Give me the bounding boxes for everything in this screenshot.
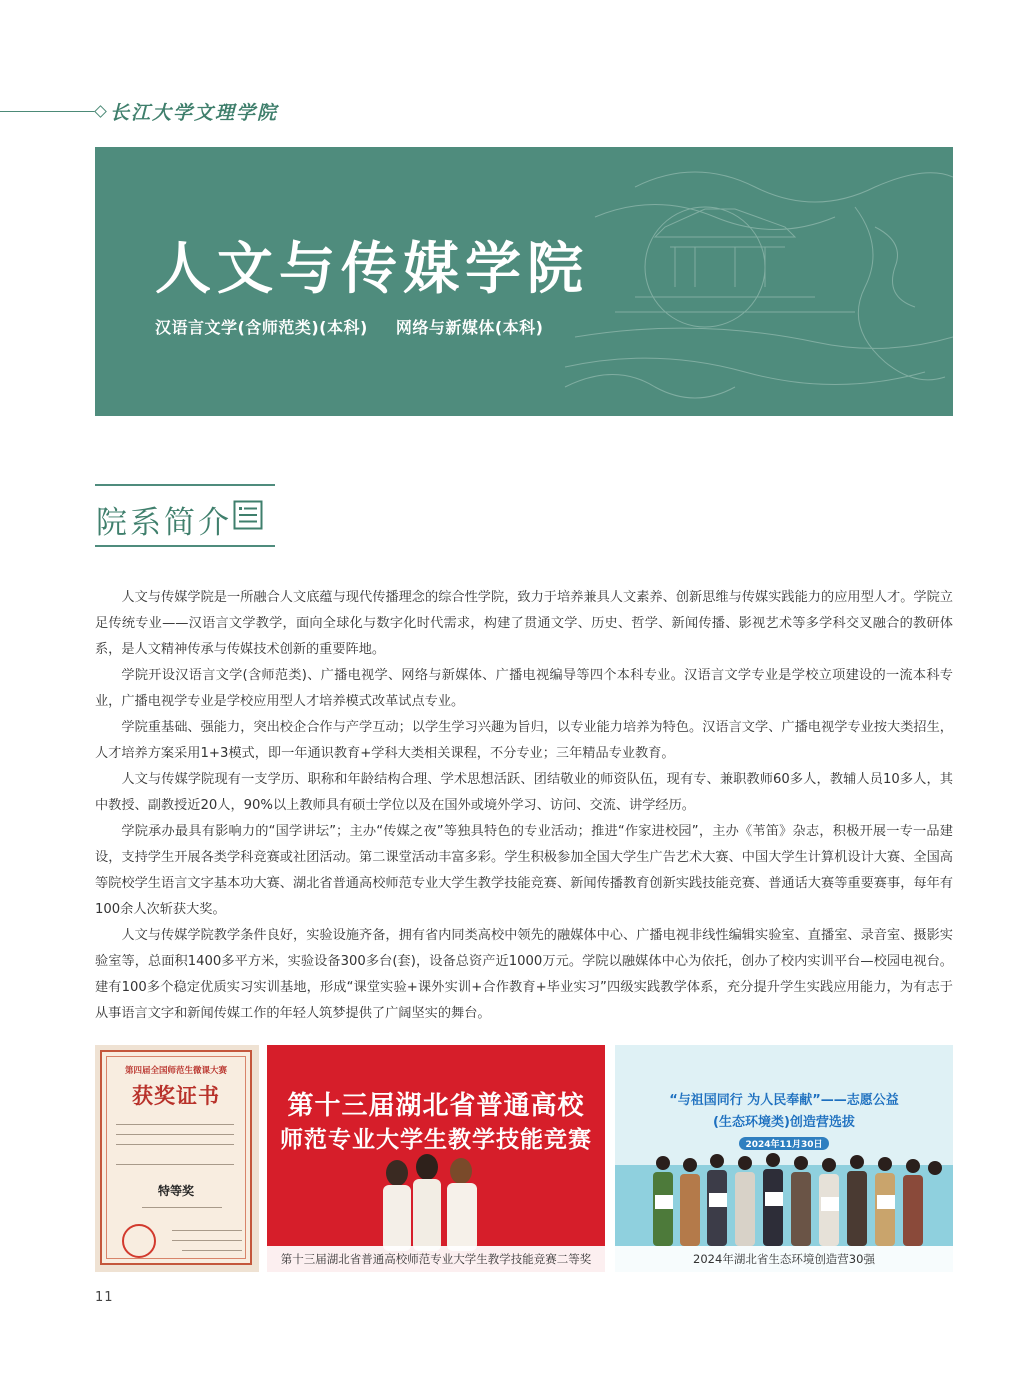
certificate-text-line [116, 1124, 234, 1125]
certificate-text-line [116, 1134, 234, 1135]
competition-banner-line: 第十三届湖北省普通高校 [287, 1091, 585, 1121]
section-rule-bottom [95, 545, 275, 547]
competition-photo [267, 1045, 605, 1272]
paragraph: 人文与传媒学院教学条件良好，实验设施齐备，拥有省内同类高校中领先的融媒体中心、广播电视非线性编辑实验室、直播室、录音室、摄影实验室等，总面积1400多平方米，实验设备300多台(套)，设备总资产近1000万元。学院以融媒体中心为依托，创办了校内实训平台—校园电视台。建有100多个稳定优质实习实训基地，形成“课堂实验+课外实训+合作教育+毕业实习”四级实践教学体系，充分提升学生实践应用能力，为有志于从事语言文字和新闻传媒工作的年轻人筑梦提供了广阔坚实的舞台。 [95, 928, 953, 1021]
award-winners-figures [267, 1045, 605, 1272]
certificate-text-line [172, 1240, 242, 1241]
award-certificate-photo [95, 1045, 259, 1272]
paragraph: 人文与传媒学院现有一支学历、职称和年龄结构合理、学术思想活跃、团结敬业的师资队伍，现有专、兼职教师60多人，教辅人员10多人，其中教授、副教授近20人，90%以上教师具有硕士学位以及在国外或境外学习、访问、交流、讲学经历。 [95, 772, 953, 813]
red-seal-icon [122, 1224, 156, 1258]
major-item: 网络与新媒体(本科) [395, 318, 544, 337]
photo-caption: 第十三届湖北省普通高校师范专业大学生教学技能竞赛二等奖 [267, 1246, 605, 1272]
certificate-competition-name: 第四届全国师范生微课大赛 [124, 1066, 227, 1076]
camp-banner-line: “与祖国同行 为人民奉献”——志愿公益 [669, 1093, 899, 1108]
certificate-text-line [182, 1250, 242, 1251]
competition-banner-line: 师范专业大学生教学技能竞赛 [280, 1126, 592, 1153]
volunteer-camp-photo [615, 1045, 953, 1272]
section-title: 院系简介 [96, 505, 232, 541]
page-number: 11 [95, 1290, 114, 1305]
section-rule-top [95, 484, 275, 486]
certificate-heading: 获奖证书 [132, 1083, 220, 1108]
school-logo-text: 长江大学文理学院 [110, 102, 279, 124]
certificate-text-line [116, 1164, 234, 1165]
header-diamond-ornament [94, 105, 107, 118]
certificate-award-level: 特等奖 [157, 1184, 194, 1198]
paragraph: 学院承办最具有影响力的“国学讲坛”；主办“传媒之夜”等独具特色的专业活动；推进“作家进校园”，主办《苇笛》杂志，积极开展一专一品建设，支持学生开展各类学科竞赛或社团活动。第二课堂活动丰富多彩。学生积极参加全国大学生广告艺术大赛、中国大学生计算机设计大赛、全国高等院校学生语言文字基本功大赛、湖北省普通高校师范专业大学生教学技能竞赛、新闻传播教育创新实践技能竞赛、普通话大赛等重要赛事，每年有100余人次斩获大奖。 [95, 824, 953, 917]
camp-banner-line: (生态环境类)创造营选拔 [713, 1115, 855, 1130]
certificate-frame [100, 1050, 252, 1265]
participants-group [615, 1045, 953, 1272]
list-document-icon [233, 500, 263, 530]
major-list [155, 315, 543, 338]
certificate-text-line [172, 1230, 242, 1231]
header-rule [0, 111, 96, 112]
college-title: 人文与传媒学院 [155, 236, 589, 302]
camp-date-label: 2024年11月30日 [739, 1137, 829, 1150]
major-item: 汉语言文学(含师范类)(本科) [155, 318, 368, 337]
certificate-text-line [116, 1144, 234, 1145]
paragraph: 学院开设汉语言文学(含师范类)、广播电视学、网络与新媒体、广播电视编导等四个本科专业。汉语言文学专业是学校立项建设的一流本科专业，广播电视学专业是学校应用型人才培养模式改革试点专业。 [95, 668, 953, 709]
paragraph: 学院重基础、强能力，突出校企合作与产学互动；以学生学习兴趣为旨归，以专业能力培养为特色。汉语言文学、广播电视学专业按大类招生，人才培养方案采用1+3模式，即一年通识教育+学科大类相关课程，不分专业；三年精品专业教育。 [95, 720, 953, 761]
paragraph: 人文与传媒学院是一所融合人文底蕴与现代传播理念的综合性学院，致力于培养兼具人文素养、创新思维与传媒实践能力的应用型人才。学院立足传统专业——汉语言文学教学，面向全球化与数字化时代需求，构建了贯通文学、历史、哲学、新闻传播、影视艺术等多学科交叉融合的教研体系，是人文精神传承与传媒技术创新的重要阵地。 [95, 590, 953, 657]
introduction-text [95, 585, 953, 1027]
certificate-text-line [142, 1207, 222, 1208]
college-banner [95, 147, 953, 416]
photo-caption: 2024年湖北省生态环境创造营30强 [615, 1246, 953, 1272]
